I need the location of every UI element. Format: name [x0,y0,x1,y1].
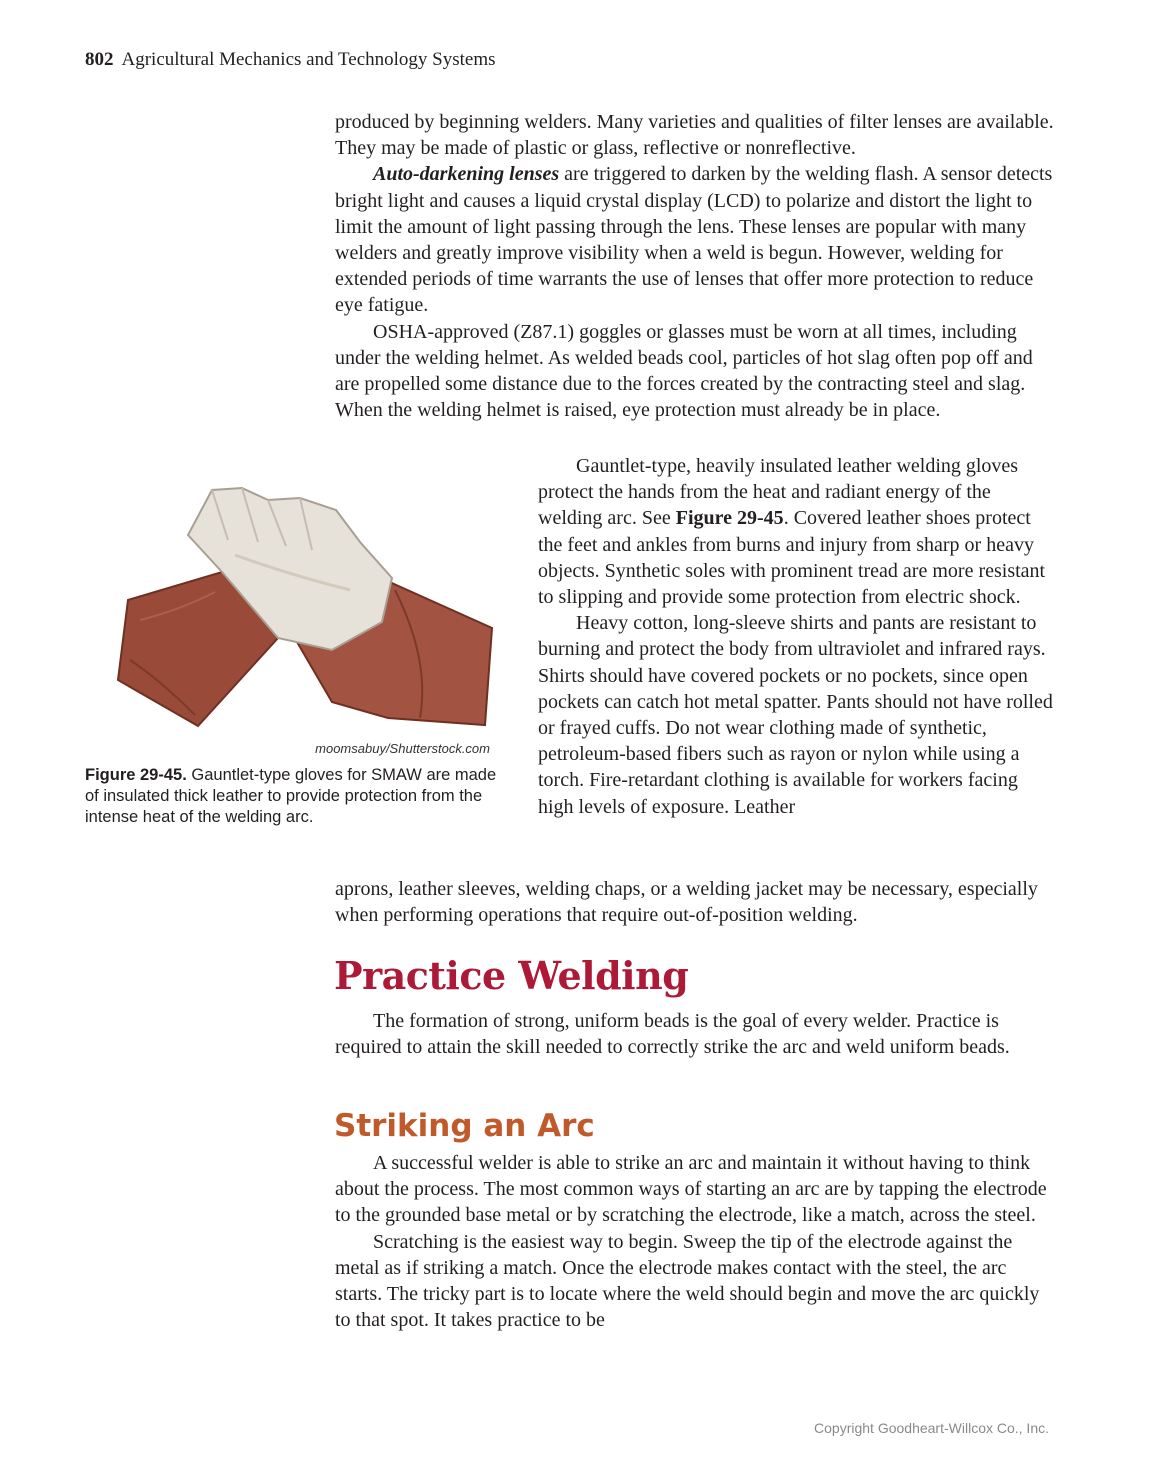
body-text-block [335,1008,1055,1060]
welding-gloves-photo [100,480,500,735]
paragraph: The formation of strong, uniform beads is the goal of every welder. Practice is required to attain the skill needed to correctly strike the arc and weld uniform beads. [335,1010,1010,1059]
body-text-block [335,876,1055,928]
paragraph: Heavy cotton, long-sleeve shirts and pants are resistant to burning and protect the body from ultraviolet and infrared rays. Shirts should have covered pockets or no pockets, since open pockets can catch hot metal spatter. Pants should not have rolled or frayed cuffs. Do not wear clothing made of synthetic, petroleum-based fibers such as rayon or nylon while using a torch. Fire-retardant clothing is available for workers facing high levels of exposure. Leather [538,612,1053,818]
section-heading: Practice Welding [334,953,689,998]
paragraph-continued: aprons, leather sleeves, welding chaps, or a welding jacket may be necessary, especially when performing operations that require out-of-position welding. [335,878,1038,927]
paragraph [335,161,1055,318]
subsection-heading: Striking an Arc [334,1108,595,1144]
book-title: Agricultural Mechanics and Technology Systems [121,49,496,70]
paragraph: produced by beginning welders. Many varieties and qualities of filter lenses are available. They may be made of plastic or glass, reflective or nonreflective. [335,111,1054,160]
paragraph-text: . Covered leather shoes protect the feet and ankles from burns and injury from sharp or heavy objects. Synthetic soles with prominent tread are more resistant to slipping and provide some protection from electric shock. [538,507,1046,609]
paragraph-text: Gauntlet-type, heavily insulated leather welding gloves protect the hands from the heat and radiant energy of the welding arc. See [538,455,1019,530]
key-term: Auto-darkening lenses [373,163,560,186]
paragraph: A successful welder is able to strike an arc and maintain it without having to think about the process. The most common ways of starting an arc are by tapping the electrode to the grounded base metal or by scratching the electrode, like a match, across the steel. [335,1152,1047,1227]
figure-label: Figure 29-45. [85,766,187,784]
page-number: 802 [85,49,114,70]
running-header [85,48,496,72]
body-text-block [335,109,1055,423]
paragraph-text: are triggered to darken by the welding flash. A sensor detects bright light and causes a liquid crystal display (LCD) to polarize and distort the light to limit the amount of light passing through the lens. These lenses are popular with many welders and greatly improve visibility when a weld is begun. However, welding for extended periods of time warrants the use of lenses that offer more protection to reduce eye fatigue. [335,163,1053,317]
figure-reference: Figure 29-45 [675,507,784,530]
body-text-block [335,1150,1055,1333]
caption-text: Gauntlet-type gloves for SMAW are made of insulated thick leather to provide protection from the intense heat of the welding arc. [85,766,497,826]
paragraph: OSHA-approved (Z87.1) goggles or glasses must be worn at all times, including under the welding helmet. As welded beads cool, particles of hot slag often pop off and are propelled some distance due to the forces created by the contracting steel and slag. When the welding helmet is raised, eye protection must already be in place. [335,320,1033,422]
photo-credit: moomsabuy/Shutterstock.com [315,741,490,756]
paragraph: Scratching is the easiest way to begin. Sweep the tip of the electrode against the metal as if striking a match. Once the electrode makes contact with the steel, the arc starts. The tricky part is to locate where the weld should begin and move the arc quickly to that spot. It takes practice to be [335,1230,1040,1332]
body-text-block-narrow [538,453,1058,820]
copyright-footer: Copyright Goodheart-Willcox Co., Inc. [814,1420,1049,1436]
figure-caption [85,765,505,828]
paragraph [538,453,1058,610]
